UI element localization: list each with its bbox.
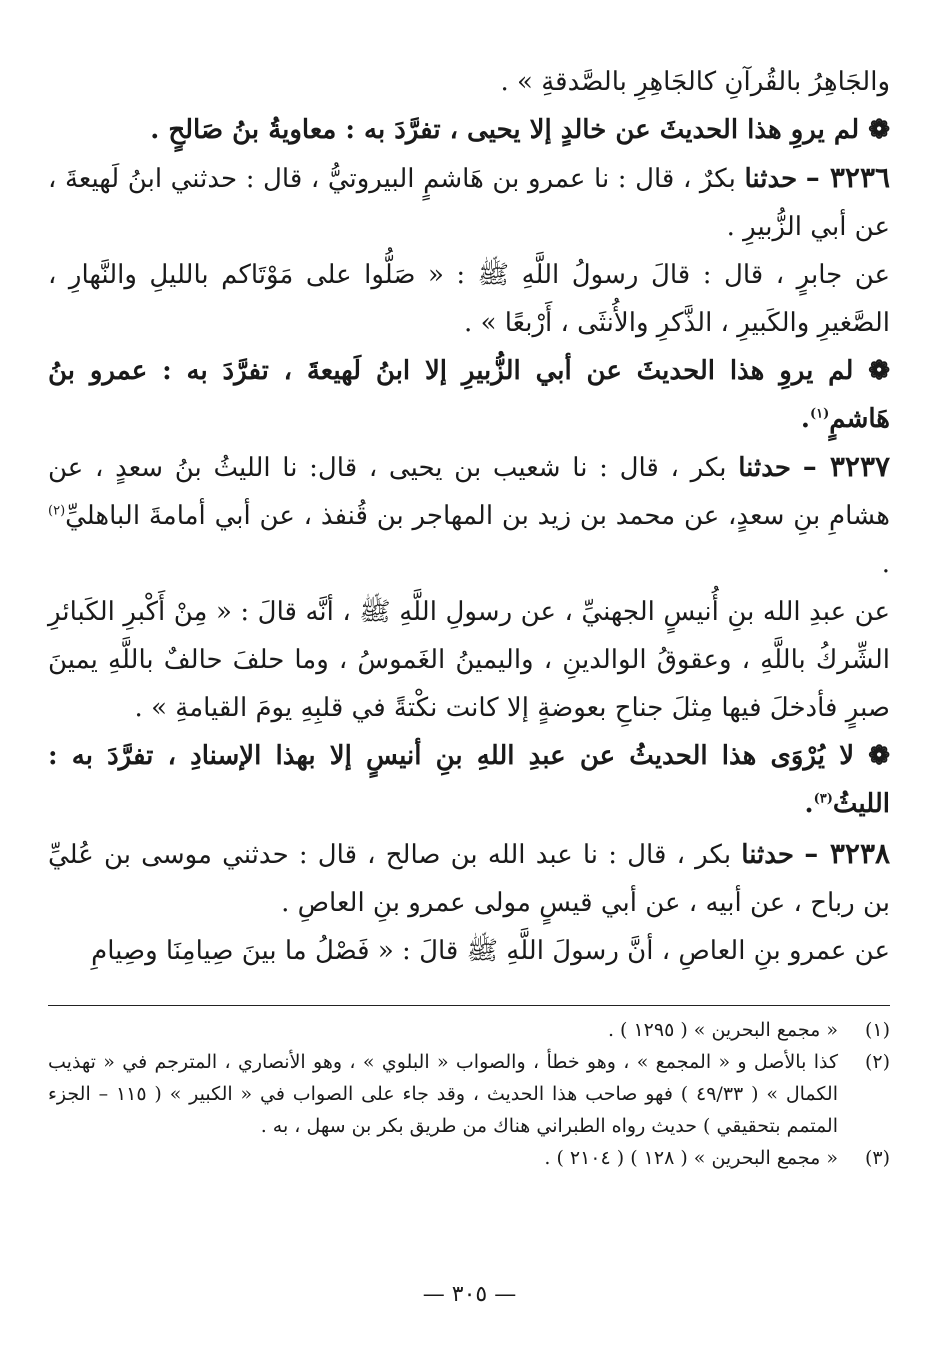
hadith-chain-text: بكر ، قال : نا عبد الله بن صالح ، قال : حدثني موسى بن عُليِّ بن رباح ، عن أبيه ، عن أبي قيسٍ مولى عمرو بنِ العاصِ . — [48, 840, 890, 918]
footnote-text: كذا بالأصل و « المجمع » ، وهو خطأ ، والصواب « البلوي » ، وهو الأنصاري ، المترجم في « تهذيب الكمال » ( ٤٩/٣٣ ) فهو صاحب هذا الحديث ، وقد جاء على الصواب في « الكبير » ( ١١٥ – الجزء المتمم بتحقيقي ) حديث رواه الطبراني هناك من طريق بكر بن سهل ، به . — [48, 1051, 838, 1137]
footnote-number: (٣) — [864, 1147, 890, 1169]
hadith-number: ٣٢٣٦ – — [805, 161, 891, 194]
hadith-lead-word: حدثنا — [738, 453, 791, 483]
hadith-3236-matn — [48, 251, 890, 347]
footnote-ref[interactable]: (١) — [809, 406, 830, 422]
footnote-divider — [48, 1005, 890, 1006]
paragraph-text: عن عبدِ الله بنِ أُنيسٍ الجهنيِّ ، عن رسولِ اللَّهِ ﷺ ، أنَّه قالَ : « مِنْ أَكْبرِ الكَبائرِ الشِّركُ باللَّهِ ، وعقوقُ الوالدينِ ، واليمينُ الغَموسُ ، وما حلفَ حالفٌ باللَّهِ يمينَ صبرٍ فأدخلَ فيها مِثلَ جناحِ بعوضةٍ إلا كانت نكْتةً في قلبِهِ يومَ القيامةِ » . — [48, 597, 890, 723]
hadith-lead-word: حدثنا — [744, 164, 798, 194]
footnote-ref[interactable]: (٣) — [813, 791, 833, 807]
hadith-3237-chain — [48, 443, 890, 588]
paragraph-text: عن عمرو بنِ العاصِ ، أنَّ رسولَ اللَّهِ ﷺ قالَ : « فَصْلُ ما بينَ صِيامِنَا وصِيامِ — [91, 936, 890, 966]
footnotes — [48, 1014, 890, 1174]
hadith-chain-text: بكر ، قال : نا شعيب بن يحيى ، قال: نا الليثُ بنُ سعدٍ ، عن هشامِ بنِ سعدٍ، عن محمد بن زيد بن المهاجر بن قُنفذ ، عن أبي أمامةَ الباهليِّ — [48, 453, 890, 531]
note-text: ❁ لا يُرْوَى هذا الحديثُ عن عبدِ اللهِ بنِ أنيسٍ إلا بهذا الإسنادِ ، تفرَّدَ به : الليثُ — [48, 741, 890, 819]
hadith-3238-chain — [48, 830, 890, 927]
footnote-text: « مجمع البحرين » ( ١٢٨ ) ( ٢١٠٤ ) . — [544, 1147, 838, 1169]
paragraph-continuation — [48, 58, 890, 106]
editor-note — [48, 106, 890, 154]
hadith-number: ٣٢٣٧ – — [802, 450, 891, 483]
footnote — [48, 1046, 890, 1142]
note-tail: . — [804, 789, 814, 819]
footnote-text: « مجمع البحرين » ( ١٢٩٥ ) . — [607, 1019, 838, 1041]
note-text: ❁ لم يروِ هذا الحديثَ عن خالدٍ إلا يحيى ، تفرَّدَ به : معاويةُ بنُ صَالحٍ . — [150, 115, 890, 145]
hadith-3237-matn — [48, 588, 890, 732]
paragraph-text: والجَاهِرُ بالقُرآنِ كالجَاهِرِ بالصَّدقةِ » . — [500, 67, 890, 97]
note-tail: . — [800, 404, 810, 434]
chain-tail: . — [881, 549, 890, 579]
hadith-chain-text: بكرٌ ، قال : نا عمرو بن هَاشمٍ البيروتيُّ ، قال : حدثني ابنُ لَهيعةَ ، عن أبي الزُّبيرِ . — [48, 164, 890, 242]
footnote-number: (٢) — [864, 1051, 890, 1073]
hadith-lead-word: حدثنا — [741, 840, 794, 870]
hadith-3236-chain — [48, 154, 890, 251]
editor-note — [48, 347, 890, 443]
footnote-ref[interactable]: (٢) — [48, 503, 66, 519]
main-text — [48, 58, 890, 975]
footnote-number: (١) — [864, 1019, 890, 1041]
editor-note — [48, 732, 890, 828]
footnote — [48, 1014, 890, 1046]
page-number: — ٣٠٥ — — [422, 1282, 517, 1307]
footnote — [48, 1142, 890, 1174]
hadith-3238-matn — [48, 927, 890, 975]
note-text: ❁ لم يروِ هذا الحديثَ عن أبي الزُّبيرِ إلا ابنُ لَهيعةَ ، تفرَّدَ به : عمرو بنُ هَاشمٍ — [48, 356, 890, 434]
paragraph-text: عن جابرٍ ، قال : قالَ رسولُ اللَّهِ ﷺ : « صَلُّوا على مَوْتَاكم بالليلِ والنَّهارِ ، الصَّغيرِ والكَبيرِ ، الذَّكرِ والأُنثَى ، أَرْبعًا » . — [48, 260, 890, 338]
hadith-number: ٣٢٣٨ – — [804, 837, 891, 870]
